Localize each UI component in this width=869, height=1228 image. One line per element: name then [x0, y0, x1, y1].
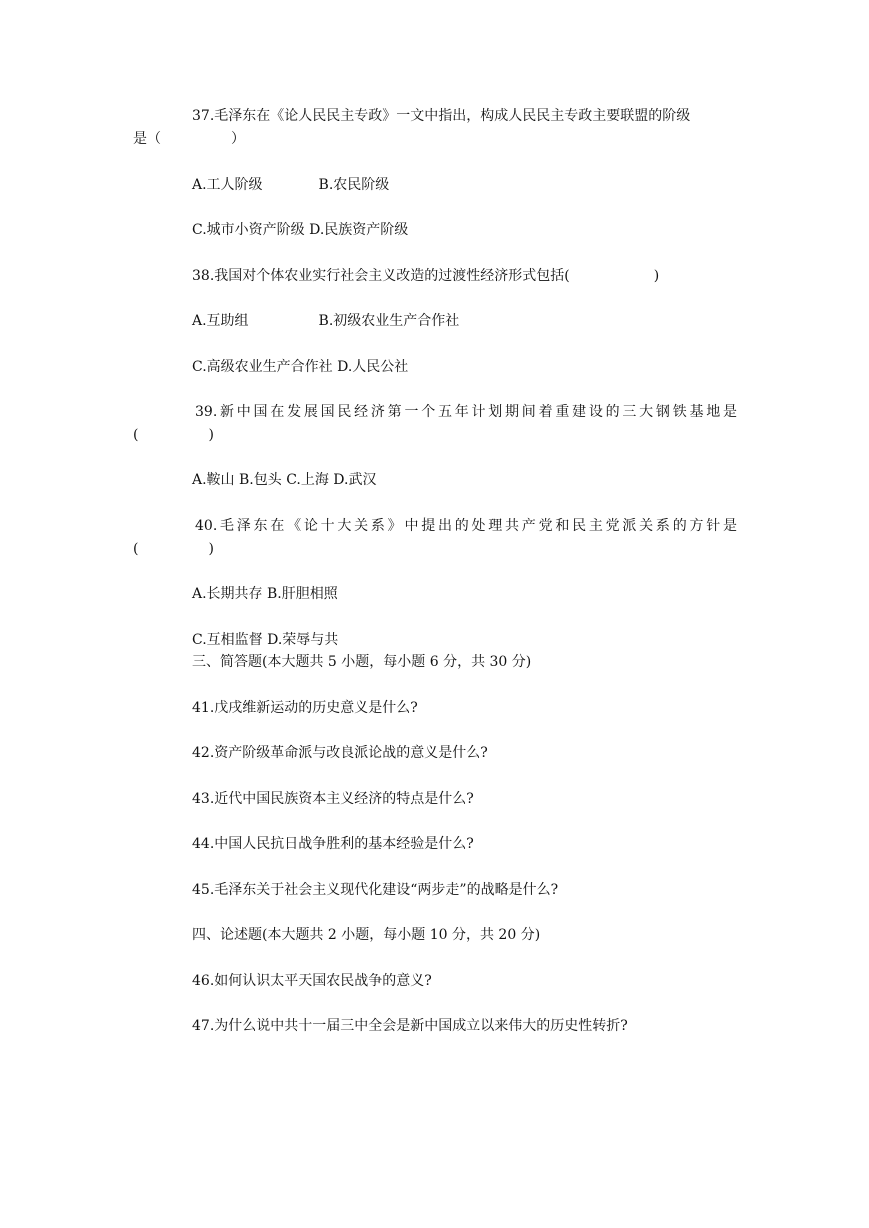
q40-stem: 40.毛泽东在《论十大关系》中提出的处理共产党和民主党派关系的方针是	[195, 518, 737, 534]
q39-options: A.鞍山 B.包头 C.上海 D.武汉	[192, 472, 377, 488]
q38-options-ab: A.互助组 B.初级农业生产合作社	[192, 313, 460, 329]
q39-stem-continued: ( )	[133, 427, 214, 443]
q40-options-cd: C.互相监督 D.荣辱与共	[192, 632, 339, 648]
q45-text: 45.毛泽东关于社会主义现代化建设“两步走”的战略是什么?	[192, 882, 559, 898]
q43-text: 43.近代中国民族资本主义经济的特点是什么?	[192, 791, 474, 807]
q37-stem-continued: 是（ ）	[133, 131, 245, 147]
q37-options-cd: C.城市小资产阶级 D.民族资产阶级	[192, 222, 409, 238]
q40-options-ab: A.长期共存 B.肝胆相照	[192, 586, 338, 602]
q37-stem: 37.毛泽东在《论人民民主专政》一文中指出，构成人民民主专政主要联盟的阶级	[192, 108, 691, 124]
q44-text: 44.中国人民抗日战争胜利的基本经验是什么?	[192, 836, 474, 852]
q47-text: 47.为什么说中共十一届三中全会是新中国成立以来伟大的历史性转折?	[192, 1018, 628, 1034]
section4-heading: 四、论述题(本大题共 2 小题，每小题 10 分，共 20 分)	[192, 927, 541, 943]
section3-heading: 三、简答题(本大题共 5 小题，每小题 6 分，共 30 分)	[192, 654, 532, 670]
q37-options-ab: A.工人阶级 B.农民阶级	[192, 177, 390, 193]
q38-stem: 38.我国对个体农业实行社会主义改造的过渡性经济形式包括( )	[192, 268, 660, 284]
q40-stem-continued: ( )	[133, 541, 214, 557]
q46-text: 46.如何认识太平天国农民战争的意义?	[192, 973, 432, 989]
q41-text: 41.戊戌维新运动的历史意义是什么?	[192, 700, 418, 716]
q39-stem: 39.新中国在发展国民经济第一个五年计划期间着重建设的三大钢铁基地是	[195, 404, 737, 420]
q38-options-cd: C.高级农业生产合作社 D.人民公社	[192, 359, 409, 375]
q42-text: 42.资产阶级革命派与改良派论战的意义是什么?	[192, 745, 488, 761]
